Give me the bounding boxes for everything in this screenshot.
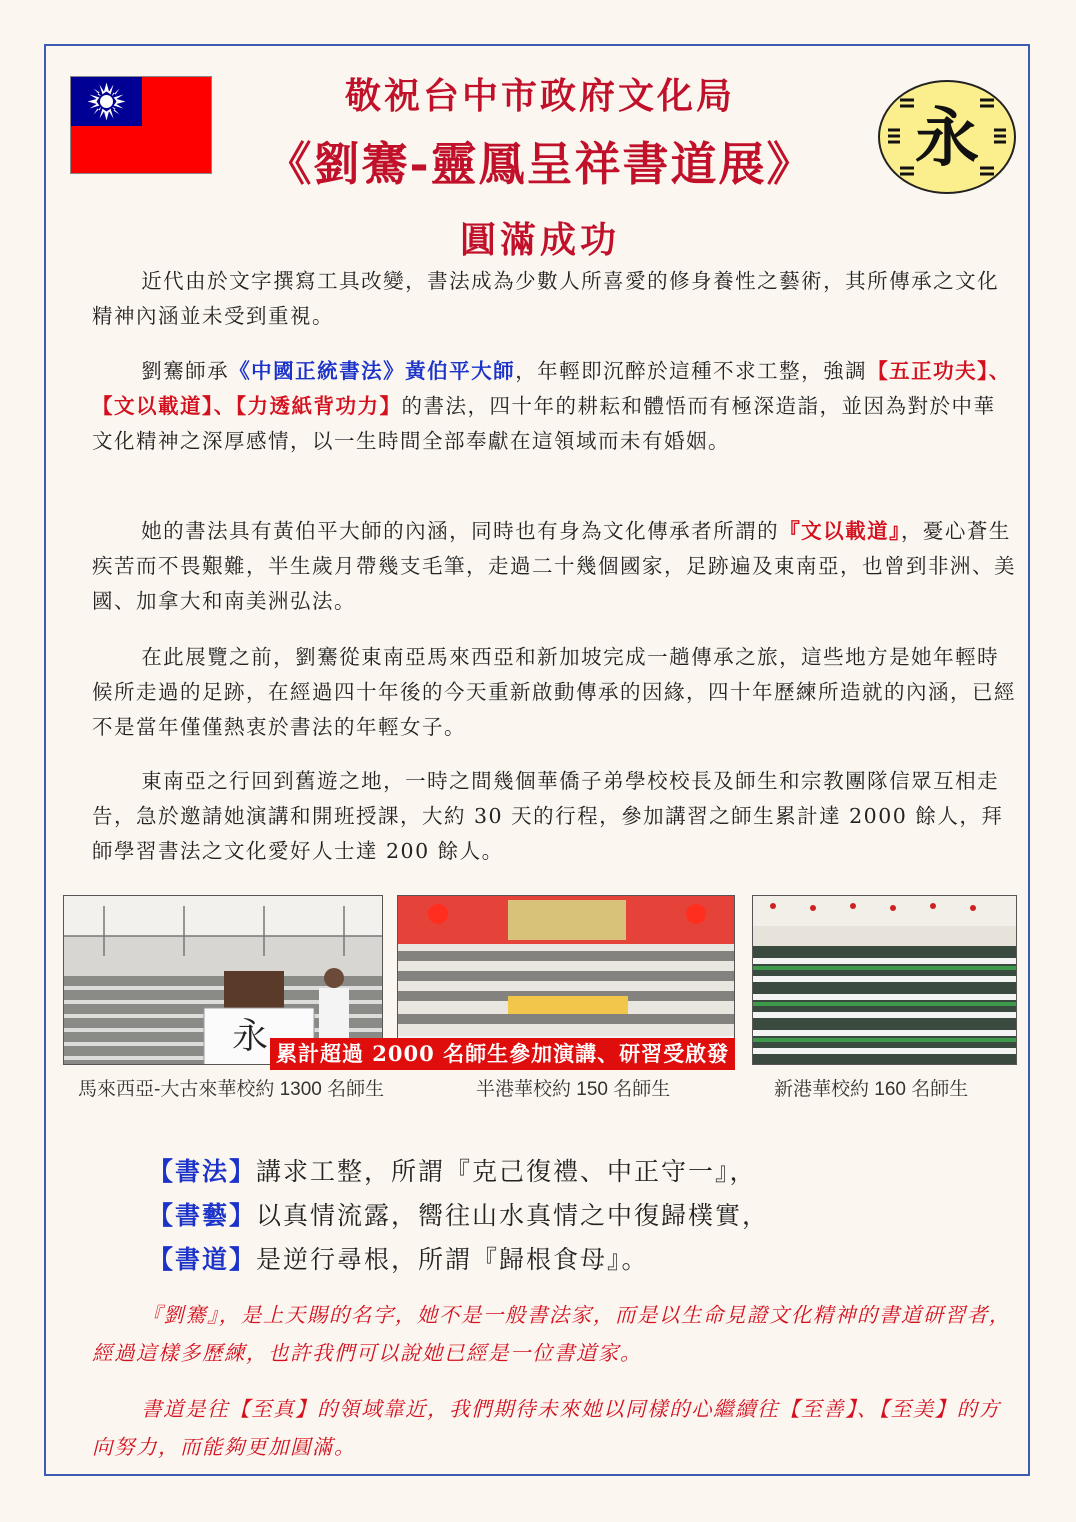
success-title: 圓滿成功 — [459, 219, 620, 261]
definition-art: 【書藝】以真情流露，嚮往山水真情之中復歸樸實， — [148, 1201, 770, 1230]
principles-highlight: 【五正功夫】、【文以載道】、【力透紙背功力】 — [92, 359, 1011, 418]
seal-char: 永 — [915, 101, 979, 176]
paragraph-5: 東南亞之行回到舊遊之地，一時之間幾個華僑子弟學校校長及師生和宗教團隊信眾互相走告，急於邀請她演講和開班授課，大約 30 天的行程，參加講習之師生累計達 2000 餘人，拜師學習書法之文化愛好人士達 200 餘人。 — [92, 769, 1004, 863]
sign-char: 永 — [232, 1016, 269, 1057]
participation-banner: 累計超過 2000 名師生參加演講、研習受啟發 — [270, 1038, 735, 1070]
paragraph-3: 她的書法具有黃伯平大師的內涵，同時也有身為文化傳承者所謂的『文以載道』，憂心蒼生疾苦而不畏艱難，半生歲月帶幾支毛筆，走過二十幾個國家，足跡遍及東南亞，也曾到非洲、美國、加拿大和南美洲弘法。 — [92, 519, 1016, 613]
yong-seal-logo — [876, 78, 1018, 196]
paragraph-1: 近代由於文字撰寫工具改變，書法成為少數人所喜愛的修身養性之藝術，其所傳承之文化精神內涵並未受到重視。 — [92, 269, 1000, 328]
photo-xingang-school — [752, 895, 1017, 1065]
wen-yi-zai-dao-highlight: 『文以載道』 — [779, 519, 901, 543]
closing-paragraph-2: 書道是往【至真】的領域靠近，我們期待未來她以同樣的心繼續往【至善】、【至美】的方向努力，而能夠更加圓滿。 — [92, 1397, 1001, 1459]
definition-way: 【書道】是逆行尋根，所謂『歸根食母』。 — [148, 1245, 649, 1274]
caption-malaysia: 馬來西亞-大古來華校約 1300 名師生 — [78, 1079, 385, 1100]
closing-paragraph-1: 『劉騫』，是上天賜的名字，她不是一般書法家，而是以生命見證文化精神的書道研習者，經過這樣多歷練，也許我們可以說她已經是一位書道家。 — [92, 1303, 1011, 1365]
roc-flag-icon — [70, 76, 212, 174]
caption-xingang: 新港華校約 160 名師生 — [774, 1079, 969, 1100]
dedication-title: 敬祝台中市政府文化局 — [344, 75, 735, 117]
caption-banpo: 半港華校約 150 名師生 — [476, 1079, 671, 1100]
lineage-highlight: 《中國正統書法》黃伯平大師 — [229, 359, 516, 383]
paragraph-4: 在此展覽之前，劉騫從東南亞馬來西亞和新加坡完成一趟傳承之旅，這些地方是她年輕時候所走過的足跡，在經過四十年後的今天重新啟動傳承的因緣，四十年歷練所造就的內涵，已經不是當年僅僅熱衷於書法的年輕女子。 — [92, 645, 1016, 739]
paragraph-2: 劉騫師承《中國正統書法》黃伯平大師，年輕即沉醉於這種不求工整，強調【五正功夫】、【文以載道】、【力透紙背功力】的書法，四十年的耕耘和體悟而有極深造詣，並因為對於中華文化精神之深厚感情，以一生時間全部奉獻在這領域而未有婚姻。 — [92, 359, 1011, 453]
exhibition-title: 《劉騫-靈鳳呈祥書道展》 — [265, 137, 815, 191]
definition-calligraphy: 【書法】講求工整，所謂『克己復禮、中正守一』， — [148, 1157, 757, 1186]
